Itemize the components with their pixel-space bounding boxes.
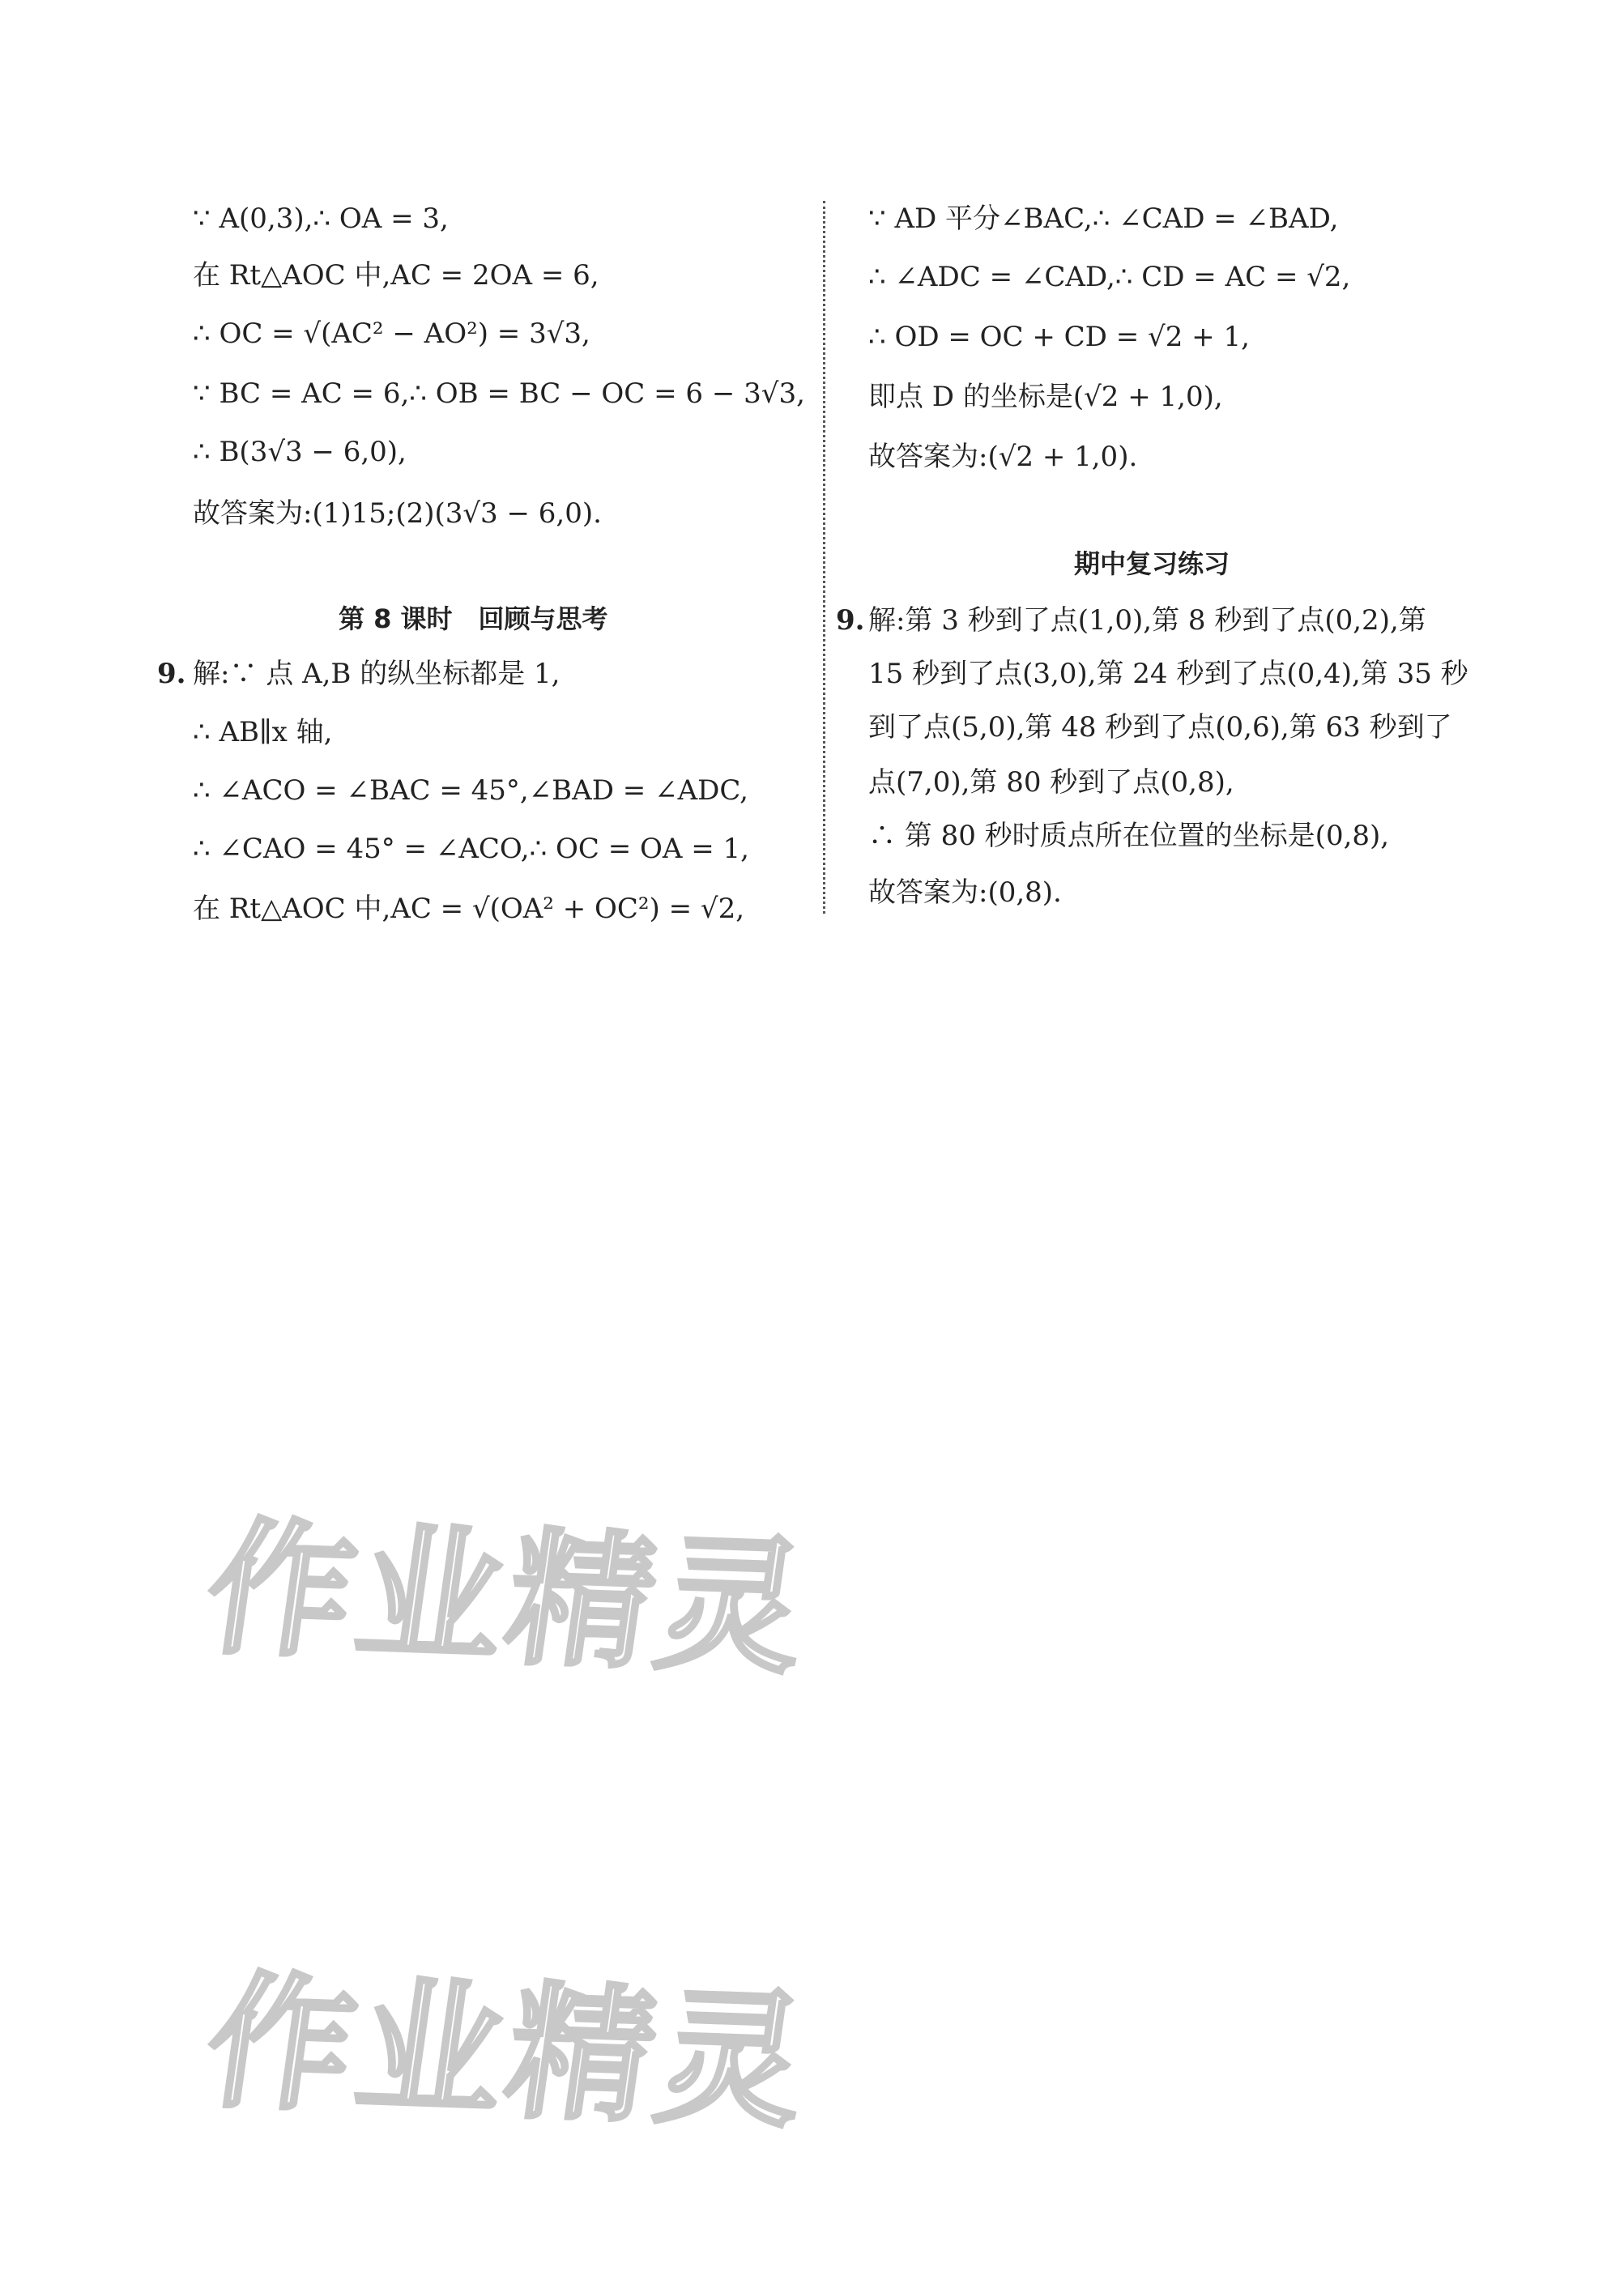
text-line: 15 秒到了点(3,0),第 24 秒到了点(0,4),第 35 秒: [868, 658, 1468, 690]
text-line: 到了点(5,0),第 48 秒到了点(0,6),第 63 秒到了: [868, 711, 1452, 744]
text-line: 故答案为:(1)15;(2)(3√3 − 6,0).: [193, 497, 602, 530]
section-heading: 期中复习练习: [1074, 548, 1230, 579]
text-line: ∴ ∠ADC = ∠CAD,∴ CD = AC = √2,: [868, 261, 1351, 293]
text-line: ∴ B(3√3 − 6,0),: [193, 436, 407, 468]
watermark-logo: 作业精灵: [196, 1958, 821, 2148]
text-line: ∵ BC = AC = 6,∴ OB = BC − OC = 6 − 3√3,: [193, 377, 805, 410]
problem-number: 9.: [157, 658, 186, 690]
text-line: 解:第 3 秒到了点(1,0),第 8 秒到了点(0,2),第: [868, 604, 1426, 637]
column-divider: [823, 201, 825, 914]
text-line: 故答案为:(0,8).: [868, 876, 1062, 909]
text-line: ∴ 第 80 秒时质点所在位置的坐标是(0,8),: [868, 820, 1390, 852]
watermark-logo: 作业精灵: [196, 1504, 821, 1694]
text-line: 在 Rt△AOC 中,AC = √(OA² + OC²) = √2,: [193, 893, 745, 925]
text-line: ∴ ∠ACO = ∠BAC = 45°,∠BAD = ∠ADC,: [193, 774, 748, 807]
text-line: ∴ ∠CAO = 45° = ∠ACO,∴ OC = OA = 1,: [193, 833, 749, 865]
text-line: ∴ OD = OC + CD = √2 + 1,: [868, 321, 1250, 353]
text-line: 即点 D 的坐标是(√2 + 1,0),: [868, 381, 1223, 413]
problem-number: 9.: [836, 604, 865, 637]
text-line: ∵ A(0,3),∴ OA = 3,: [193, 202, 449, 235]
text-line: 解:∵ 点 A,B 的纵坐标都是 1,: [193, 658, 561, 690]
section-heading: 第 8 课时 回顾与思考: [339, 603, 608, 634]
text-line: ∴ OC = √(AC² − AO²) = 3√3,: [193, 318, 590, 350]
text-line: 在 Rt△AOC 中,AC = 2OA = 6,: [193, 259, 599, 292]
text-line: ∴ AB∥x 轴,: [193, 716, 333, 748]
text-line: ∵ AD 平分∠BAC,∴ ∠CAD = ∠BAD,: [868, 202, 1339, 235]
text-line: 点(7,0),第 80 秒到了点(0,8),: [868, 766, 1234, 799]
text-line: 故答案为:(√2 + 1,0).: [868, 441, 1138, 473]
